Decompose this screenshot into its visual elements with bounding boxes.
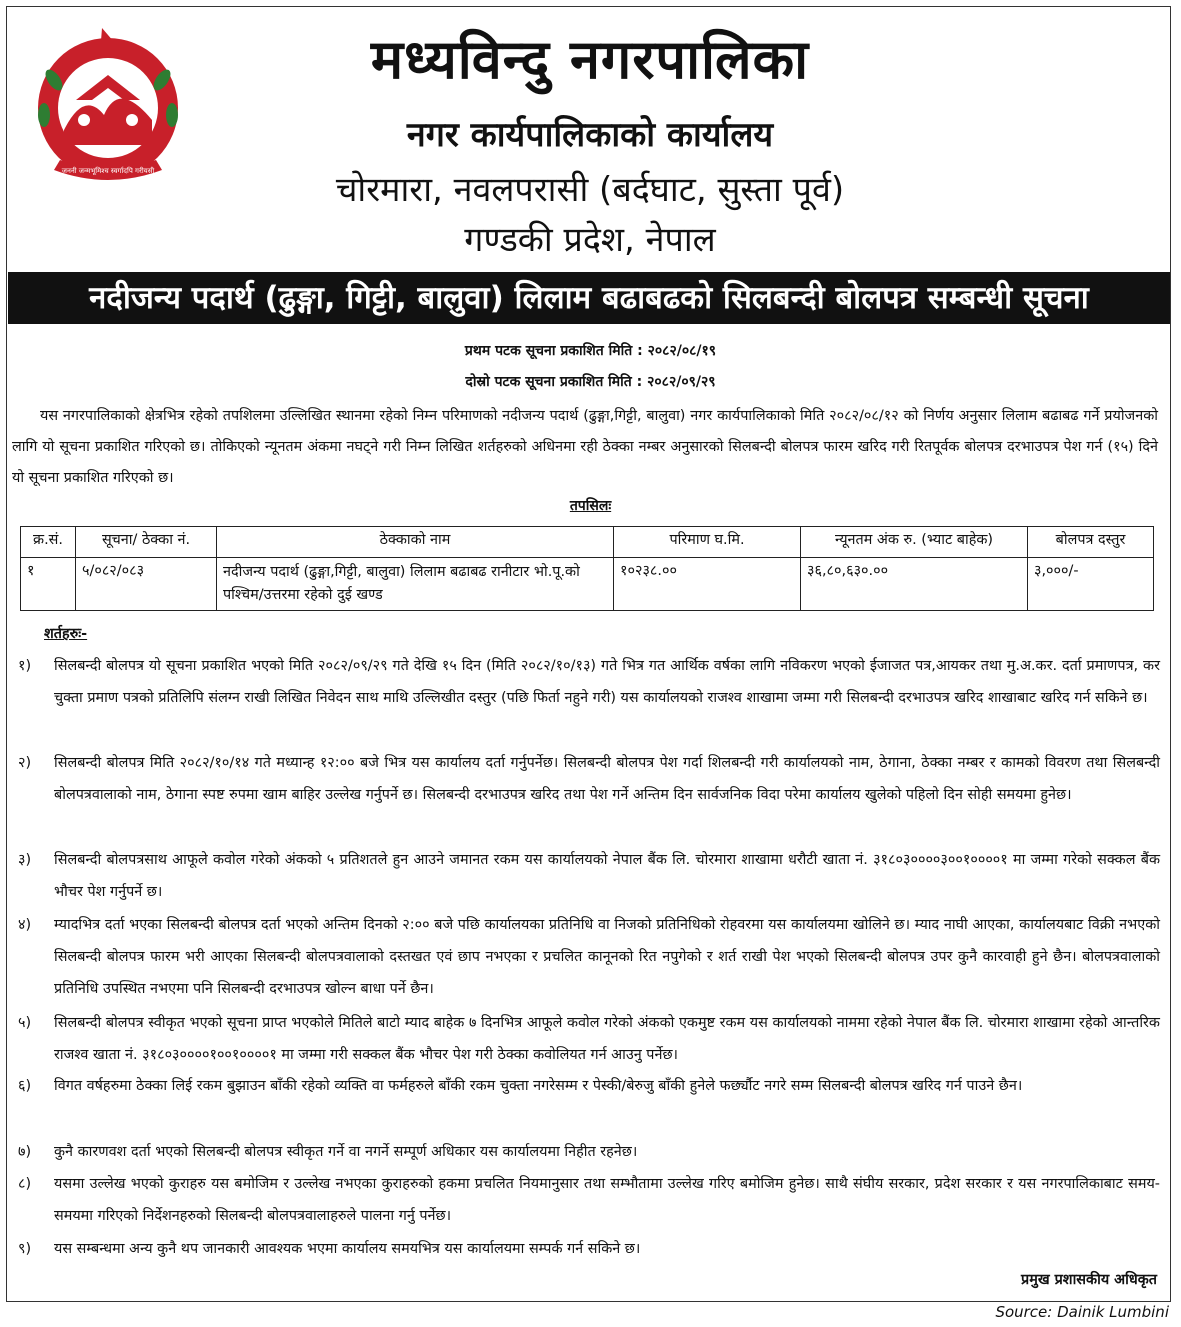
term-item [10, 1168, 1160, 1232]
second-publication-date: दोस्रो पटक सूचना प्रकाशित मिति : २०८२/०९/२९ [465, 374, 716, 390]
term-item [10, 909, 1160, 1005]
term-item [10, 650, 1160, 714]
cell-min-amount: ३६,८०,६३०.०० [801, 558, 1028, 611]
term-text: सिलबन्दी बोलपत्र यो सूचना प्रकाशित भएको मिति २०८२/०९/२९ गते देखि १५ दिन (मिति २०८२/१०/१३) गते भित्र गत आर्थिक वर्षका लागि नविकरण भएको ईजाजत पत्र,आयकर तथा मु.अ.कर. दर्ता प्रमाणपत्र, कर चुक्ता प्रमाण पत्रको प्रतिलिपि संलग्न राखी लिखित निवेदन साथ माथि उल्लिखीत दस्तुर (पछि फिर्ता नहुने गरी) यस कार्यालयको राजश्व शाखामा जम्मा गरी सिलबन्दी दरभाउपत्र खरिद शाखाबाट खरिद गर्न सकिने छ। [54, 658, 1160, 706]
col-contract-no: सूचना/ ठेक्का नं. [76, 527, 217, 558]
col-fee: बोलपत्र दस्तुर [1028, 527, 1154, 558]
office-name: नगर कार्यपालिकाको कार्यालय [406, 115, 774, 155]
signatory-title: प्रमुख प्रशासकीय अधिकृत [1021, 1272, 1157, 1288]
col-quantity: परिमाण घ.मि. [614, 527, 801, 558]
col-contract-name: ठेक्काको नाम [217, 527, 614, 558]
cell-contract-no: ५/०८२/०८३ [76, 558, 217, 611]
term-item [10, 1136, 1160, 1168]
intro-text: यस नगरपालिकाको क्षेत्रभित्र रहेको तपशिलमा उल्लिखित स्थानमा रहेको निम्न परिमाणको नदीजन्य पदार्थ (ढुङ्गा,गिट्टी, बालुवा) नगर कार्यपालिकाको मिति २०८२/०८/१२ को निर्णय अनुसार लिलाम बढाबढ गर्ने प्रयोजनको लागि यो सूचना प्रकाशित गरिएको छ। तोकिएको न्यूनतम अंकमा नघट्ने गरी निम्न लिखित शर्तहरुको अधिनमा रही ठेक्का नम्बर अनुसारको सिलबन्दी बोलपत्र फारम खरिद गरी रितपूर्वक बोलपत्र दरभाउपत्र पेश गर्न (१५) दिने यो सूचना प्रकाशित गरिएको छ। [12, 408, 1158, 486]
term-item [10, 1007, 1160, 1071]
cell-contract-name: नदीजन्य पदार्थ (ढुङ्गा,गिट्टी, बालुवा) लिलाम बढाबढ रानीटार भो.पू.को पश्चिम/उत्तरमा रहेको दुई खण्ड [217, 558, 614, 611]
term-number: ५) [18, 1015, 32, 1031]
term-number: १) [18, 658, 32, 674]
term-text: कुनै कारणवश दर्ता भएको सिलबन्दी बोलपत्र स्वीकृत गर्ने वा नगर्ने सम्पूर्ण अधिकार यस कार्यालयमा निहीत रहनेछ। [54, 1144, 638, 1160]
term-item [10, 1233, 1160, 1265]
term-text: विगत वर्षहरुमा ठेक्का लिई रकम बुझाउन बाँकी रहेको व्यक्ति वा फर्महरुले बाँकी रकम चुक्ता नगरेसम्म र पेस्की/बेरुजु बाँकी हुनेले फर्छ्यौट नगरे सम्म सिलबन्दी बोलपत्र खरिद गर्न पाउने छैन। [54, 1078, 1023, 1094]
term-number: ७) [18, 1144, 32, 1160]
term-item [10, 747, 1160, 811]
table-header-row [21, 527, 1154, 558]
province-name: गण्डकी प्रदेश, नेपाल [464, 220, 716, 260]
col-sn: क्र.सं. [21, 527, 76, 558]
term-number: ८) [18, 1176, 32, 1192]
term-text: यसमा उल्लेख भएको कुराहरु यस बमोजिम र उल्लेख नभएका कुराहरुको हकमा प्रचलित नियमानुसार तथा सम्भौतामा उल्लेख गरिए बमोजिम हुनेछ। साथै संघीय सरकार, प्रदेश सरकार र यस नगरपालिकाबाट समय-समयमा गरिएको निर्देशनहरुको सिलबन्दी बोलपत्रवालाहरुले पालना गर्नु पर्नेछ। [54, 1176, 1160, 1224]
term-text: यस सम्बन्धमा अन्य कुनै थप जानकारी आवश्यक भएमा कार्यालय समयभित्र यस कार्यालयमा सम्पर्क गर्न सकिने छ। [54, 1241, 641, 1257]
term-number: ४) [18, 917, 32, 933]
term-text: म्यादभित्र दर्ता भएका सिलबन्दी बोलपत्र दर्ता भएको अन्तिम दिनको २:०० बजे पछि कार्यालयका प्रतिनिधि वा निजको प्रतिनिधिको रोहवरमा यस कार्यालयमा खोलिने छ। म्याद नाघी आएका, कार्यालयबाट विक्री नभएको सिलबन्दी बोलपत्र फारम भरी आएका सिलबन्दी बोलपत्रवालाको दस्तखत एवं छाप नभएका र प्रचलित कानूनको रित नपुगेको र शर्त राखी पेश भएको सिलबन्दी बोलपत्र उपर कुनै कारवाही हुने छैन। बोलपत्रवालाको प्रतिनिधि उपस्थित नभएमा पनि सिलबन्दी दरभाउपत्र खोल्न बाधा पर्ने छैन। [54, 917, 1160, 997]
schedule-heading: तपसिलः [569, 498, 612, 514]
cell-quantity: १०२३८.०० [614, 558, 801, 611]
cell-sn: १ [21, 558, 76, 611]
notice-banner: नदीजन्य पदार्थ (ढुङ्गा, गिट्टी, बालुवा) लिलाम बढाबढको सिलबन्दी बोलपत्र सम्बन्धी सूचना [8, 272, 1170, 324]
municipality-title: मध्यविन्दु नगरपालिका [370, 28, 810, 91]
term-text: सिलबन्दी बोलपत्र स्वीकृत भएको सूचना प्राप्त भएकोले मितिले बाटो म्याद बाहेक ७ दिनभित्र आफूले कवोल गरेको अंकको एकमुष्ट रकम यस कार्यालयको नाममा रहेको नेपाल बैंक लि. चोरमारा शाखामा रहेको आन्तरिक राजश्व खाता नं. ३१८०३००००१००१००००१ मा जम्मा गरी सक्कल बैंक भौचर पेश गरी ठेक्का कवोलियत गर्न आउनु पर्नेछ। [54, 1015, 1160, 1063]
source-credit: Source: Dainik Lumbini [995, 1303, 1169, 1321]
contract-table [20, 526, 1154, 611]
term-number: २) [18, 755, 32, 771]
cell-fee: ३,०००/- [1028, 558, 1154, 611]
office-address: चोरमारा, नवलपरासी (बर्दघाट, सुस्ता पूर्व) [335, 170, 845, 210]
intro-paragraph [12, 401, 1158, 494]
col-min-amount: न्यूनतम अंक रु. (भ्याट बाहेक) [801, 527, 1028, 558]
term-number: ६) [18, 1078, 32, 1094]
logo-motto: जननी जन्मभूमिश्च स्वर्गादपि गरीयसी [61, 167, 155, 175]
term-text: सिलबन्दी बोलपत्र मिति २०८२/१०/१४ गते मध्यान्ह १२:०० बजे भित्र यस कार्यालय दर्ता गर्नुपर्नेछ। सिलबन्दी बोलपत्र पेश गर्दा शिलबन्दी गरी कार्यालयको नाम, ठेगाना, ठेक्का नम्बर र कामको विवरण तथा सिलबन्दी बोलपत्रवालाको नाम, ठेगाना स्पष्ट रुपमा खाम बाहिर उल्लेख गर्नुपर्ने छ। सिलबन्दी दरभाउपत्र खरिद तथा पेश गर्ने अन्तिम दिन सार्वजनिक विदा परेमा कार्यालय खुलेको पहिलो दिन सोही समयमा हुनेछ। [54, 755, 1160, 803]
terms-heading: शर्तहरुः- [44, 626, 88, 642]
municipality-emblem-icon [24, 20, 192, 188]
term-item [10, 844, 1160, 908]
term-text: सिलबन्दी बोलपत्रसाथ आफूले कवोल गरेको अंकको ५ प्रतिशतले हुन आउने जमानत रकम यस कार्यालयको नेपाल बैंक लि. चोरमारा शाखामा धरौटी खाता नं. ३१८०३००००३००१००००१ मा जम्मा गरेको सक्कल बैंक भौचर पेश गर्नुपर्ने छ। [54, 852, 1160, 900]
term-number: ९) [18, 1241, 32, 1257]
first-publication-date: प्रथम पटक सूचना प्रकाशित मिति : २०८२/०८/१९ [464, 343, 717, 359]
table-row [21, 558, 1154, 611]
term-item [10, 1070, 1160, 1102]
term-number: ३) [18, 852, 32, 868]
